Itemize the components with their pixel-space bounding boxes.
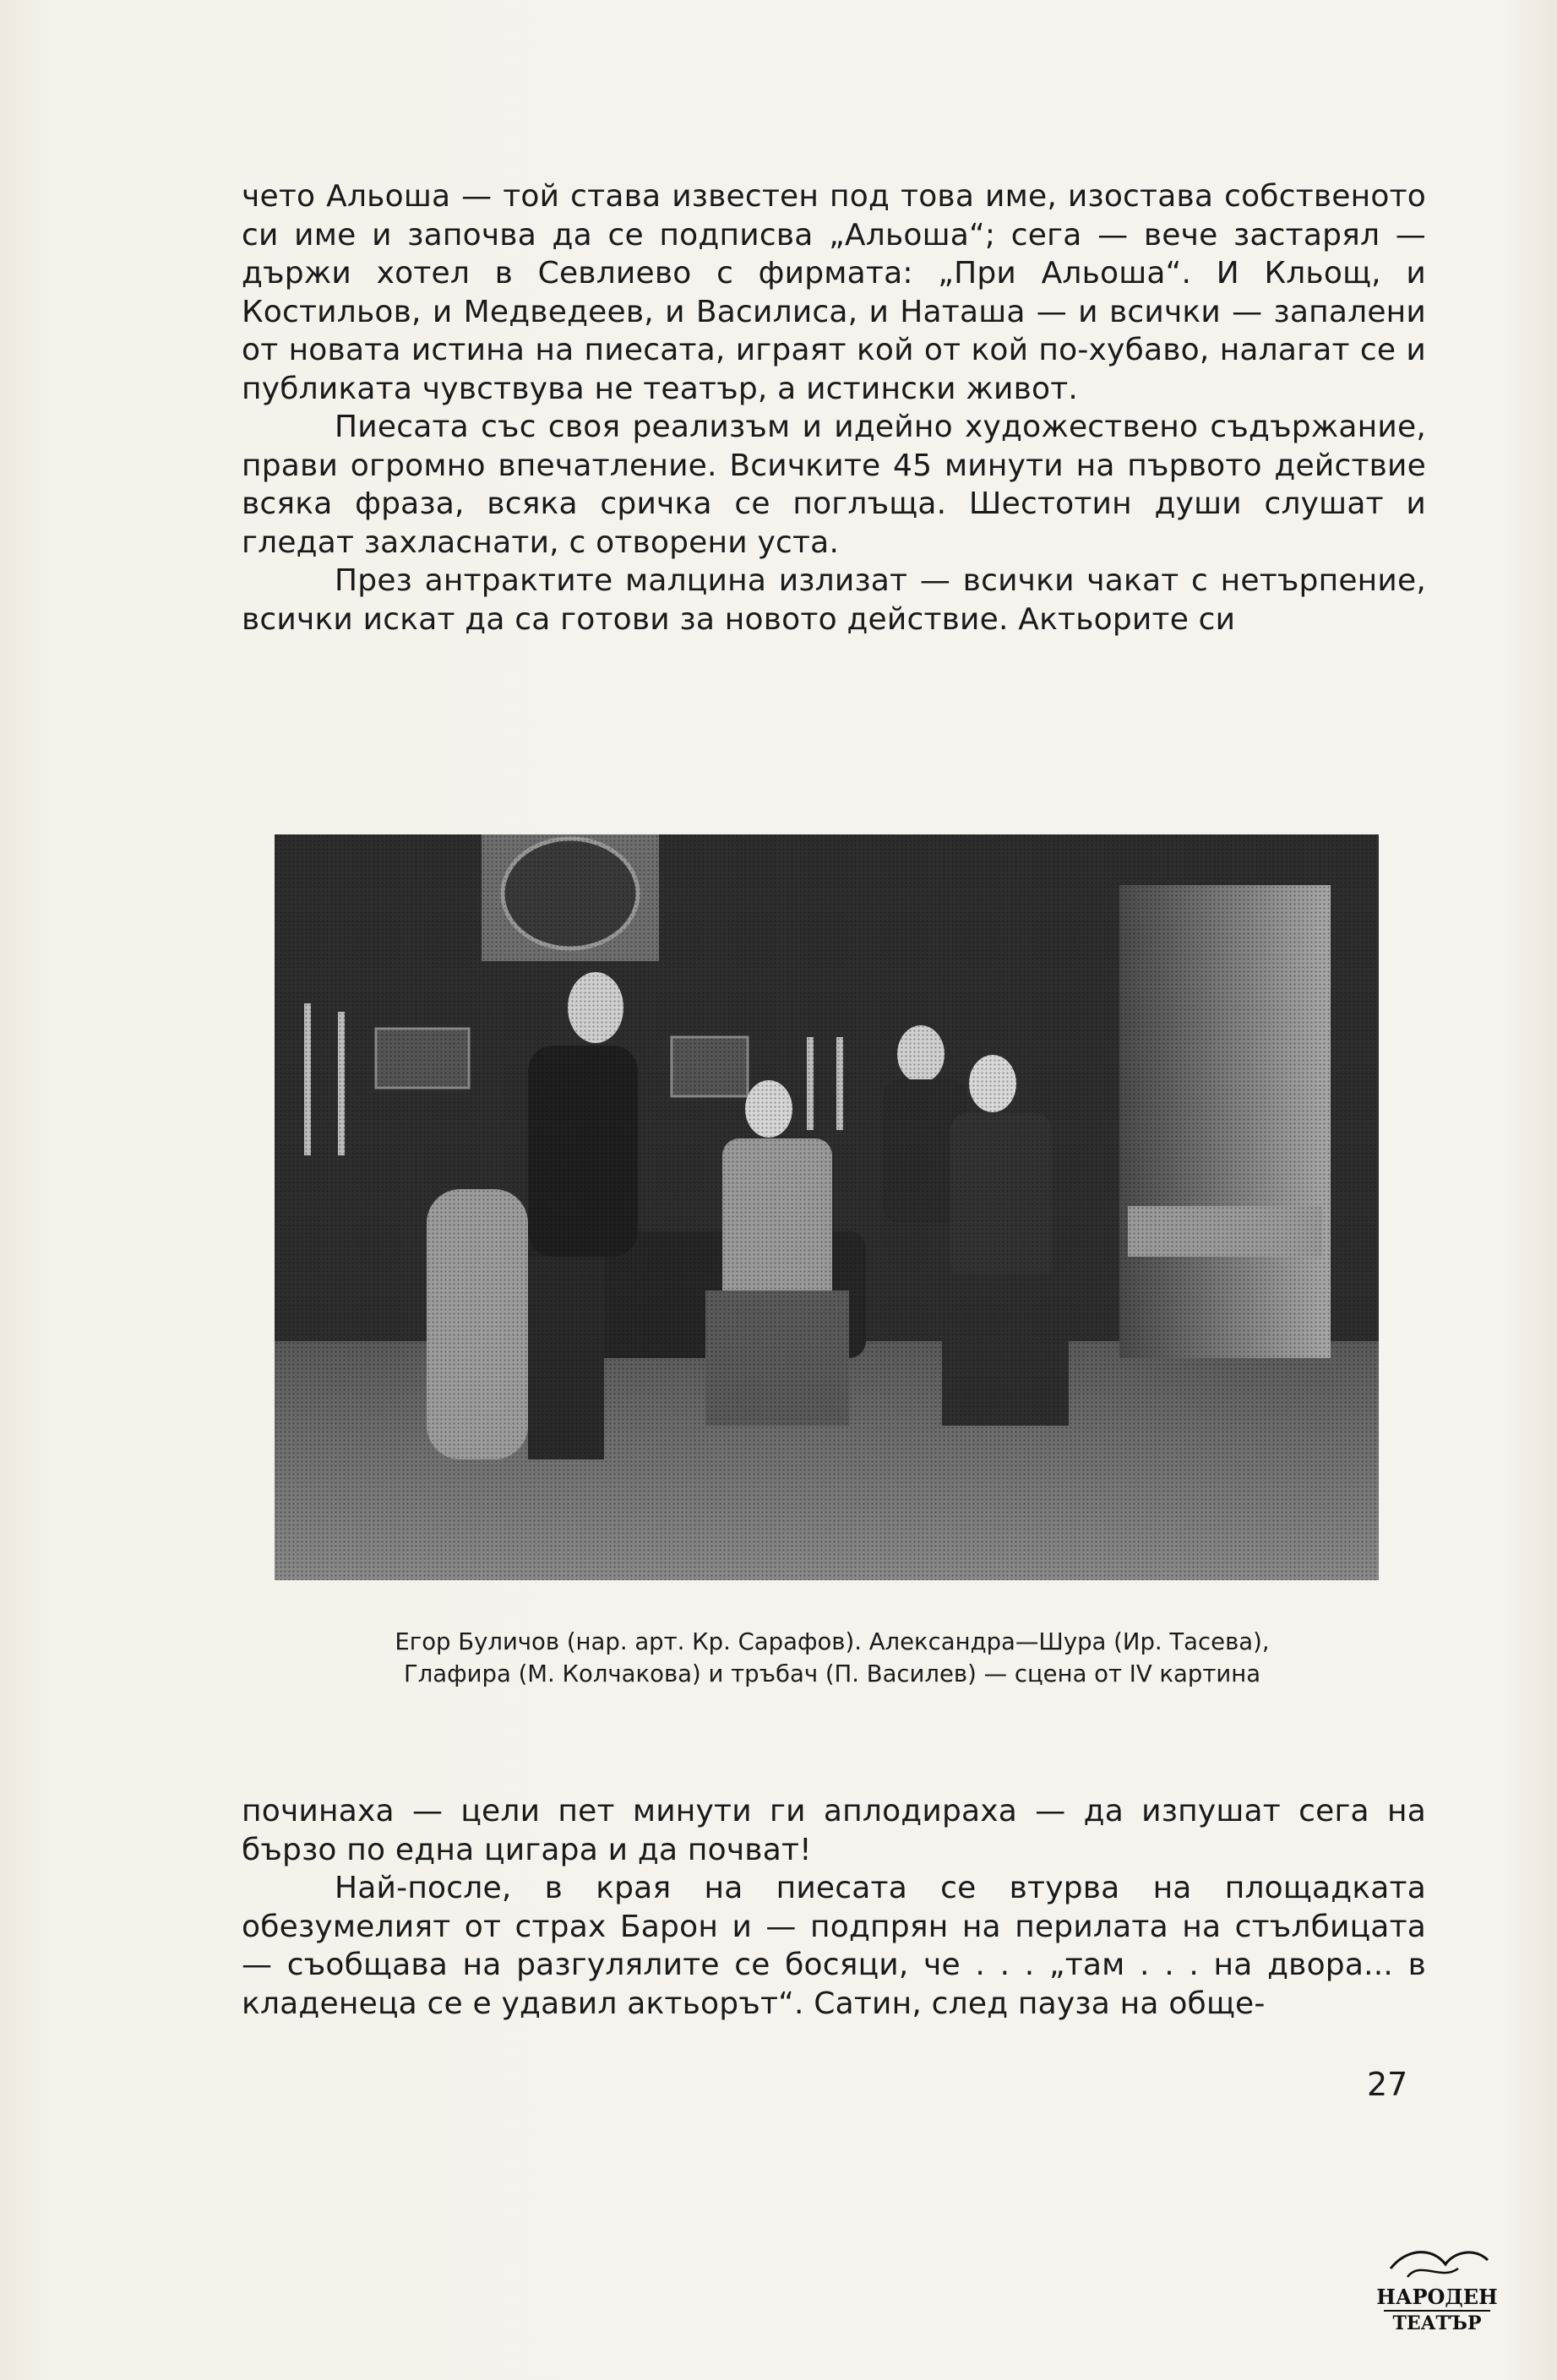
paragraph: чето Альоша — той става известен под това име, изоставa собственото си име и започва да се подписва „Альоша“; сега — вече застарял — държи хотел в Севлиево с фирмата: „При Альоша“. И Кльощ, и Костильов, и Медведеев, и Василиса, и Наташа — и всички — запалени от новата истина на пиесата, играят кой от кой по-хубаво, налагат се и публиката чувствува не театър, а истински живот.: [242, 179, 1426, 406]
photo-caption-line-1: Егор Буличов (нар. арт. Кр. Сарафов). Александра—Шура (Ир. Тасева),: [395, 1628, 1270, 1655]
paragraph: През антрактите малцина излизат — всички чакат с нетърпение, всички искат да са готови за новото действие. Актьорите си: [242, 563, 1426, 637]
paragraph: Най-после, в края на пиесата се втурва на площадката обезумелият от страх Барон и — подпрян на перилата на стълбицата — съобщава на разгулялите се босяци, че . . . „там . . . на двора... в кладенеца се е удавил актьорът“. Сатин, след пауза на обще-: [242, 1871, 1426, 2021]
photo-caption-line-2: Глафира (М. Колчакова) и тръбач (П. Василев) — сцена от IV картина: [403, 1660, 1261, 1687]
stamp-line-2: ТЕАТЪР: [1392, 2312, 1482, 2334]
body-text-top: [242, 177, 1426, 638]
paragraph: Пиесата със своя реализъм и идейно художествено съдържание, прави огромно впечатление. Всичките 45 минути на първото действие всяка фраза, всяка сричка се поглъща. Шестотин души слушат и гледат захласнати, с отворени уста.: [242, 410, 1426, 560]
body-text-bottom: [242, 1792, 1426, 2023]
page-number: 27: [1367, 2066, 1408, 2103]
paragraph: починаха — цели пет минути ги аплодираха — да изпушат сега на бързо по една цигара и да почват!: [242, 1794, 1426, 1867]
scene-photograph: [275, 834, 1379, 1580]
stamp-line-1: НАРОДЕН: [1376, 2285, 1498, 2309]
national-theatre-stamp: [1374, 2243, 1500, 2338]
